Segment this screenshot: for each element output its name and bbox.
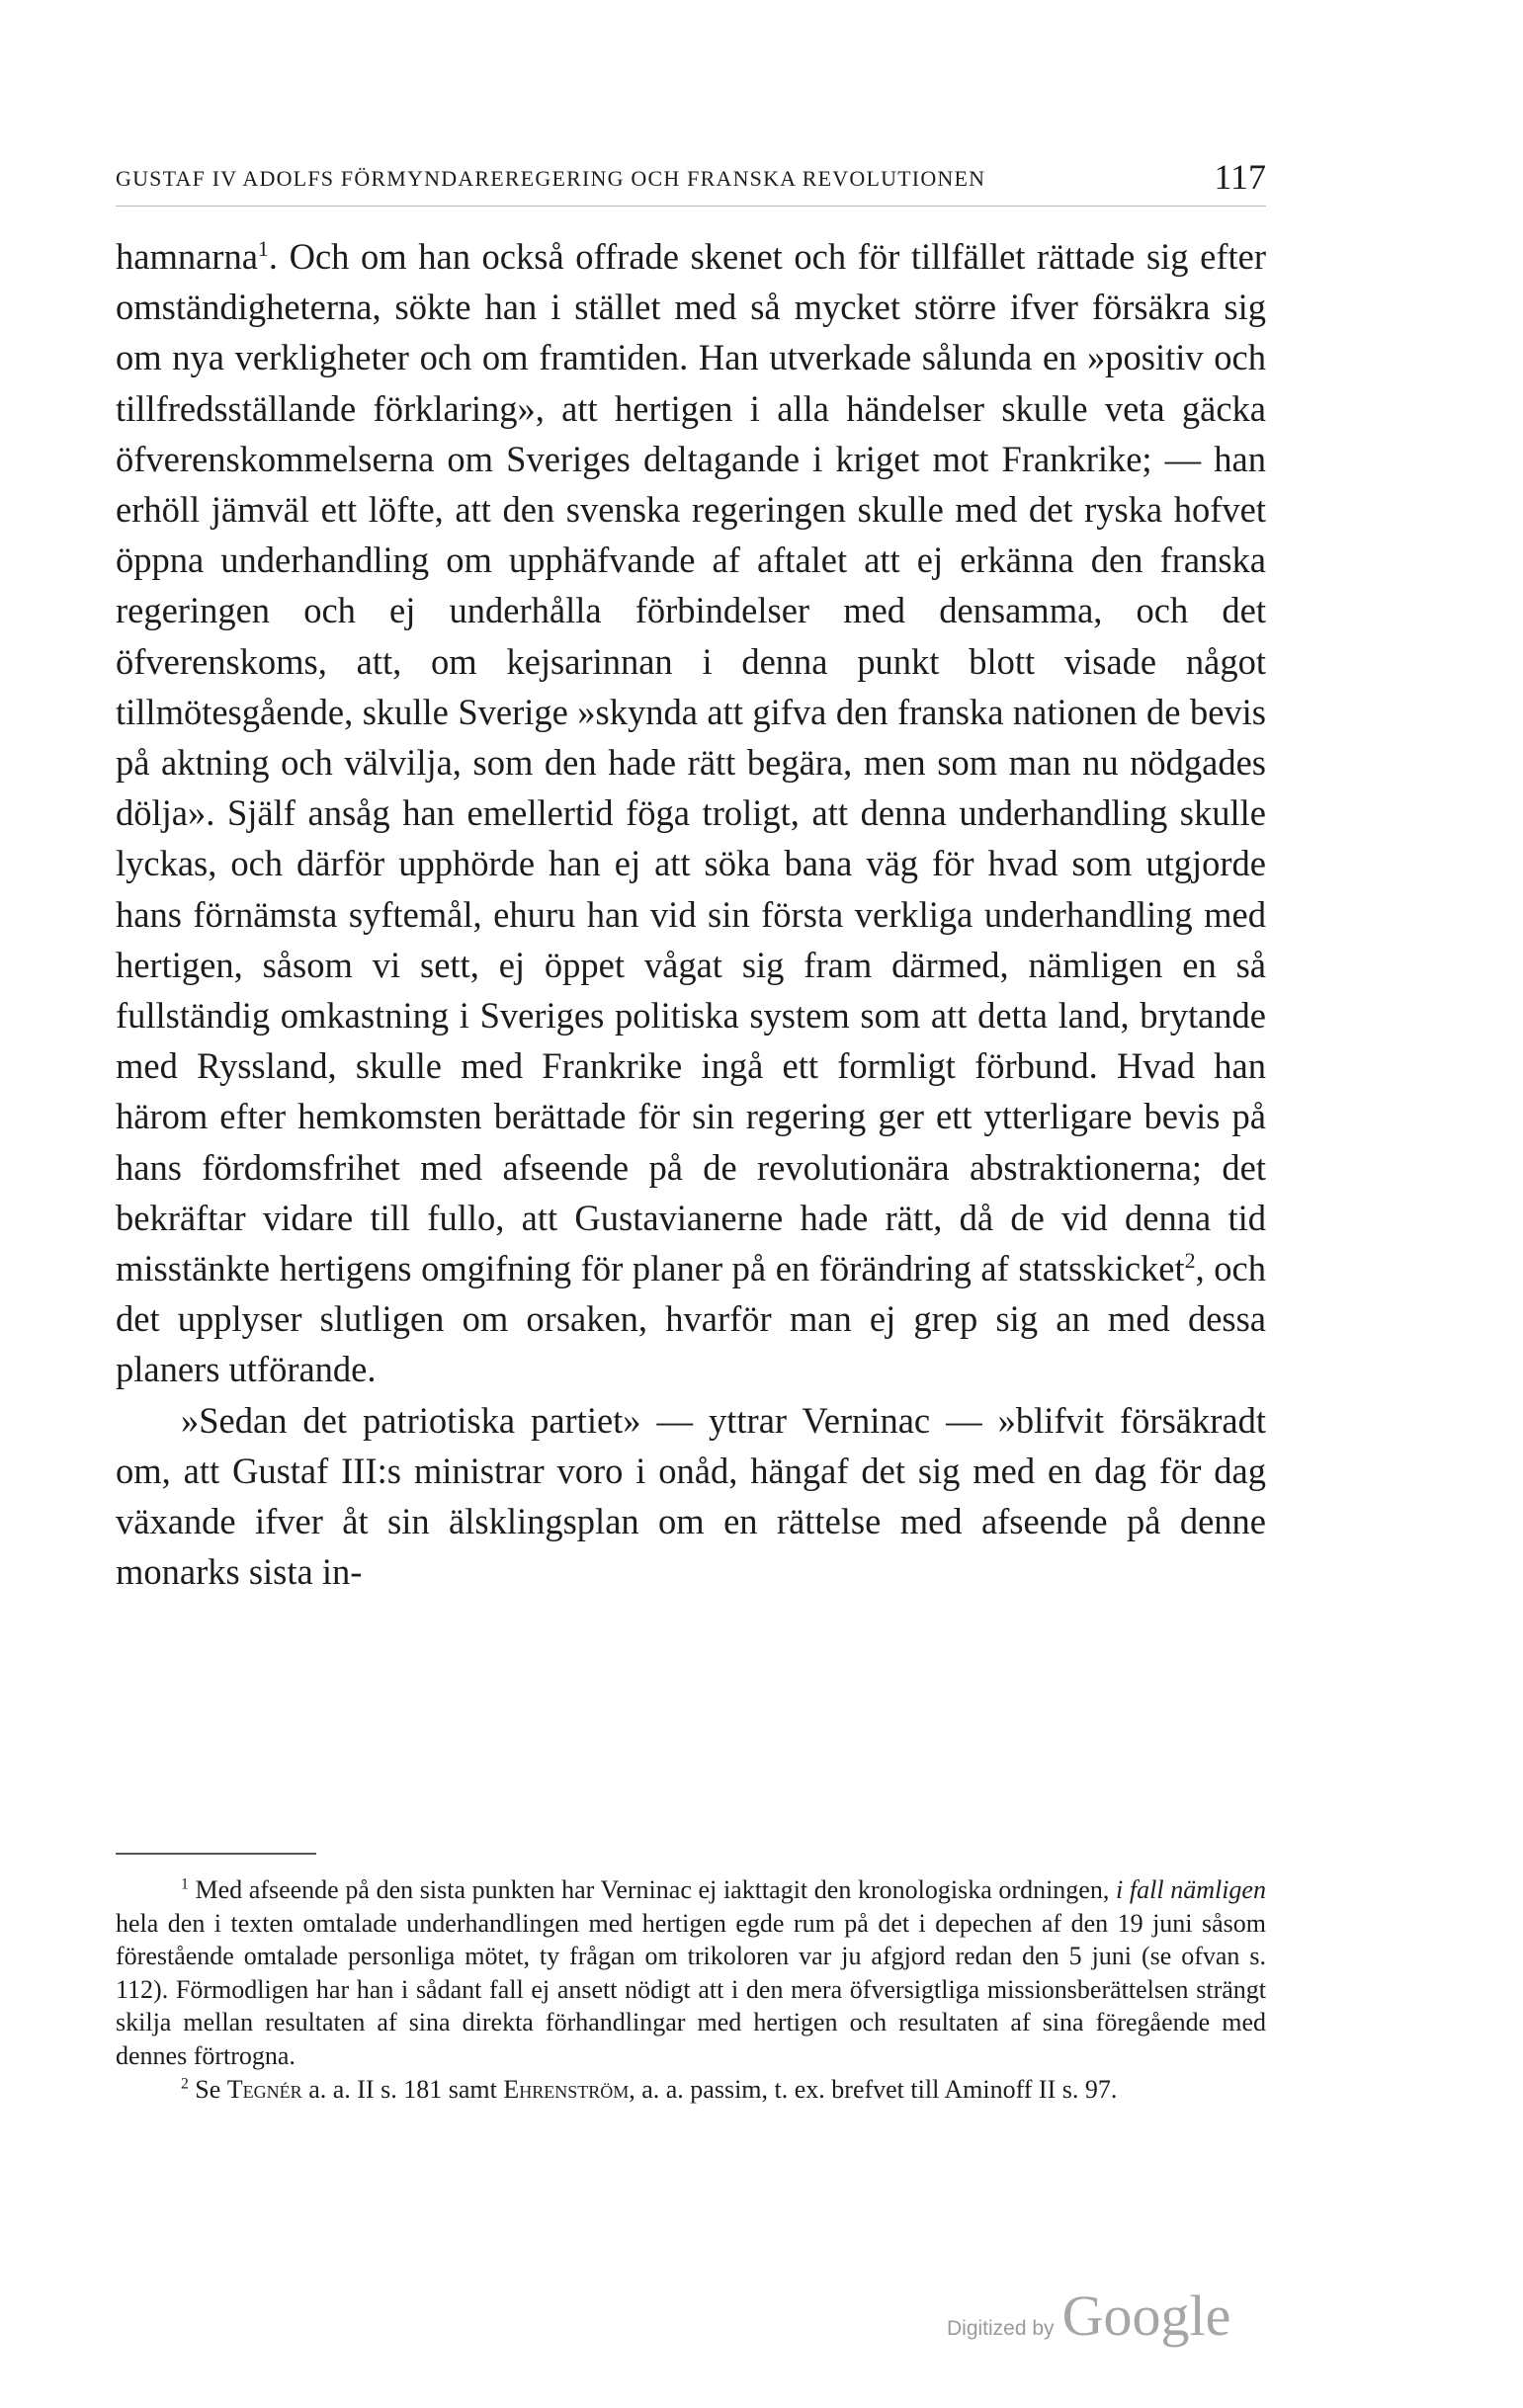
footnote-2-author-ehrenstrom: Ehrenström	[503, 2074, 630, 2104]
footnote-2-text-start: Se	[188, 2074, 227, 2104]
running-head-title: GUSTAF IV ADOLFS FÖRMYNDAREREGERING OCH FRANSKA REVOLUTIONEN	[116, 166, 986, 191]
footnote-1	[116, 1873, 1266, 2073]
main-text	[116, 231, 1266, 1597]
google-logo: Google	[1061, 2283, 1231, 2348]
paragraph-1-middle: . Och om han också offrade skenet och för tillfället rättade sig efter omständigheterna, sökte han i stället med så mycket större ifver försäkra sig om nya verkligheter och om framtiden. Han utverkade sålunda en »positiv och tillfredsställande förklaring», att hertigen i alla händelser skulle veta gäcka öfverenskommelserna om Sveriges deltagande i kriget mot Frankrike; — han erhöll jämväl ett löfte, att den svenska regeringen skulle med det ryska hofvet öppna underhandling om upphäfvande af aftalet att ej erkänna den franska regeringen och ej underhålla förbindelser med densamma, och det öfverenskoms, att, om kejsarinnan i denna punkt blott visade något tillmötesgående, skulle Sverige »skynda att gifva den franska nationen de bevis på aktning och välvilja, som den hade rätt begära, men som man nu nödgades dölja». Själf ansåg han emellertid föga troligt, att denna underhandling skulle lyckas, och därför upphörde han ej att söka bana väg för hvad som utgjorde hans förnämsta syftemål, ehuru han vid sin första verkliga underhandling med hertigen, såsom vi sett, ej öppet vågat sig fram därmed, nämligen en så fullständig omkastning i Sveriges politiska system som att detta land, brytande med Ryssland, skulle med Frankrike ingå ett formligt förbund. Hvad han härom efter hemkomsten berättade för sin regering ger ett ytterligare bevis på hans fördomsfrihet med afseende på de revolutionära abstraktionerna; det bekräftar vidare till fullo, att Gustavianerne hade rätt, då de vid denna tid misstänkte hertigens omgifning för planer på en förändring af statsskicket	[116, 236, 1266, 1289]
footnote-ref-2: 2	[1184, 1247, 1196, 1273]
page-number: 117	[1214, 157, 1266, 197]
footnote-2-marker: 2	[181, 2074, 189, 2092]
watermark-prefix: Digitized by	[947, 2317, 1055, 2340]
paragraph-1	[116, 231, 1266, 1395]
paragraph-1-start: hamnarna	[116, 236, 258, 277]
footnote-2-text-middle: a. a. II s. 181 samt	[301, 2074, 504, 2104]
paragraph-2: »Sedan det patriotiska partiet» — yttrar Verninac — »blifvit försäkradt om, att Gustaf III:s ministrar voro i onåd, hängaf det sig med en dag för dag växande ifver åt sin älsklingsplan om en rättelse med afseende på denne monarks sista in-	[116, 1399, 1266, 1593]
digitized-watermark	[947, 2283, 1230, 2349]
footnote-2	[116, 2073, 1266, 2107]
running-head	[116, 150, 1266, 200]
footnote-1-marker: 1	[181, 1875, 189, 1893]
header-rule	[116, 206, 1266, 207]
footnote-2-author-tegner: Tegnér	[226, 2074, 302, 2104]
paragraph-1-end: , och det upplyser slutligen om orsaken, hvarför man ej grep sig an med dessa planers utförande.	[116, 1248, 1267, 1390]
footnote-1-text-start: Med afseende på den sista punkten har Verninac ej iakttagit den kronologiska ordningen,	[188, 1875, 1116, 1904]
footnote-1-emphasis: i fall nämligen	[1116, 1875, 1266, 1904]
footnotes	[116, 1873, 1266, 2106]
footnote-1-text-end: hela den i texten omtalade underhandlingen med hertigen egde rum på det i depechen af den 19 juni såsom förestående omtalade personliga mötet, ty frågan om trikoloren var ju afgjord redan den 5 juni (se ofvan s. 112). Förmodligen har han i sådant fall ej ansett nödigt att i den mera öfversigtliga missionsberättelsen strängt skilja mellan resultaten af sina direkta förhandlingar med hertigen och resultaten af sina föregående med dennes förtrogna.	[116, 1908, 1266, 2070]
footnote-separator	[116, 1853, 316, 1855]
footnote-2-text-end: , a. a. passim, t. ex. brefvet till Aminoff II s. 97.	[629, 2074, 1118, 2104]
footnote-ref-1: 1	[257, 235, 269, 261]
